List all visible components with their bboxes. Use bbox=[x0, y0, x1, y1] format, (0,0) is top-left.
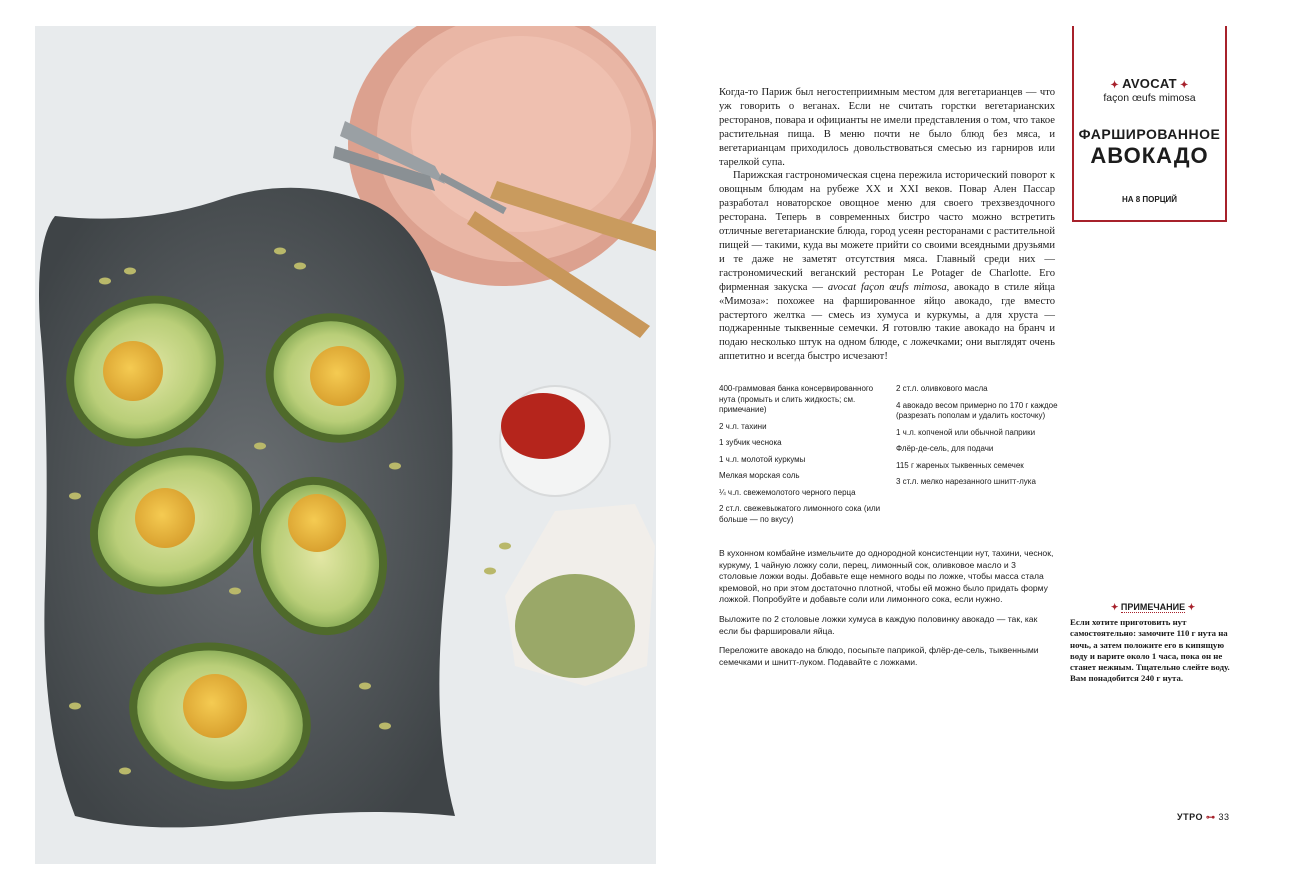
ingredient-item: 115 г жареных тыквенных семечек bbox=[896, 460, 1024, 470]
recipe-title-box bbox=[1072, 26, 1227, 222]
intro-paragraph-1: Когда-то Париж был негостеприимным местом для вегетарианцев — что уж говорить о веганах. Если не считать горстки вегетарианских ресторанов, повара и официанты не имели представления о том, что такое растительная пища. В меню почти не было блюд без мяса, и вегетарианцам приходилось довольствоваться смесью из гарниров или тарелкой супа. bbox=[719, 87, 1055, 168]
ingredient-item: 2 ч.л. тахини bbox=[719, 421, 767, 431]
recipe-photo bbox=[35, 26, 656, 864]
russian-title-line-1: ФАРШИРОВАННОЕ bbox=[1078, 126, 1221, 142]
paprika-bowl bbox=[500, 386, 610, 496]
french-title: ✦ AVOCAT ✦ bbox=[1110, 76, 1189, 91]
note-text: Если хотите приготовить нут самостоятельно: замочите 110 г нута на ночь, а затем положите его в кипящую воду и варите около 1 часа, пока он не станет нежным. Тщательно слейте воду. Вам понадобится 240 г нута. bbox=[1070, 617, 1230, 684]
recipe-steps bbox=[719, 548, 1055, 676]
ingredient-item: 2 ст.л. оливкового масла bbox=[896, 384, 988, 393]
step-3: Переложите авокадо на блюдо, посыпьте паприкой, флёр-де-сель, тыквенными семечками и шнитт-луком. Подавайте с ложками. bbox=[719, 645, 1039, 667]
russian-title-line-2: АВОКАДО bbox=[1090, 143, 1209, 168]
ingredient-item: 1 зубчик чеснока bbox=[719, 438, 782, 447]
ingredient-item: 3 ст.л. мелко нарезанного шнитт-лука bbox=[896, 477, 1036, 486]
ingredients-column-2 bbox=[896, 384, 1061, 494]
ingredient-item: 1 ч.л. молотой куркумы bbox=[719, 454, 806, 464]
section-name: УТРО bbox=[1177, 812, 1203, 822]
intro-text bbox=[719, 86, 1055, 364]
ingredient-item: 2 ст.л. свежевыжатого лимонного сока (или больше — по вкусу) bbox=[719, 504, 881, 524]
note-box bbox=[1070, 602, 1236, 685]
ingredient-item: ¼ ч.л. свежемолотого черного перца bbox=[719, 487, 856, 497]
ingredient-item: 1 ч.л. копченой или обычной паприки bbox=[896, 427, 1036, 437]
ingredient-item: 4 авокадо весом примерно по 170 г каждое (разрезать пополам и удалить косточку) bbox=[896, 400, 1058, 420]
step-2: Выложите по 2 столовые ложки хумуса в каждую половинку авокадо — так, как если бы фаршировали яйца. bbox=[719, 613, 1038, 636]
intro-paragraph-2: Парижская гастрономическая сцена пережила исторический поворот к овощным блюдам на рубеже XX и XXI веков. Повар Ален Пассар разработал новаторское овощное меню для своего трехзвездочного ресторана. Теперь в современных бистро часто можно встретить отличные вегетарианские блюда, город усеян ресторанами с растительной пищей — такими, куда вы можете прийти со своими всеядными друзьями и те даже не заметят отсутствия мяса. Главный среди них — гастрономический веганский ресторан Le Potager de Charlotte. Его фирменная закуска — avocat façon œufs mimosa, авокадо в стиле яйца «Мимоза»: похожее на фаршированное яйцо авокадо, где вместо растертого желтка — смесь из хумуса и куркумы, а для хруста — поджаренные тыквенные семечки. Я готовлю такие авокадо на бранч и подаю несколько штук на одном блюде, с ложечками; они выглядят очень аппетитно и всегда быстро исчезают! bbox=[719, 170, 1056, 363]
step-1: В кухонном комбайне измельчите до однородной консистенции нут, тахини, чеснок, куркуму, 1 чайную ложку соли, перец, лимонный сок, оливковое масло и 3 столовые ложки воды. Добавьте еще немного воды по ложке, чтобы масса стала кремовой, но при этом достаточно плотной, чтобы ей можно было придать форму ложкой. Попробуйте и добавьте соли или лимонного сока, если нужно. bbox=[719, 548, 1054, 605]
ingredients-column-1 bbox=[719, 384, 884, 531]
page-number: 33 bbox=[1218, 812, 1230, 822]
servings: НА 8 ПОРЦИЙ bbox=[1121, 195, 1178, 204]
french-subtitle: façon œufs mimosa bbox=[1103, 92, 1196, 104]
page-footer bbox=[1177, 812, 1230, 823]
note-title: ✦ ПРИМЕЧАНИЕ ✦ bbox=[1110, 602, 1196, 612]
ornament-icon: ⊶ bbox=[1205, 812, 1216, 822]
ingredient-item: 400-граммовая банка консервированного нута (промыть и слить жидкость; см. примечание) bbox=[719, 384, 874, 414]
ingredient-item: Флёр-де-сель, для подачи bbox=[896, 444, 994, 453]
ingredient-item: Мелкая морская соль bbox=[719, 471, 800, 480]
